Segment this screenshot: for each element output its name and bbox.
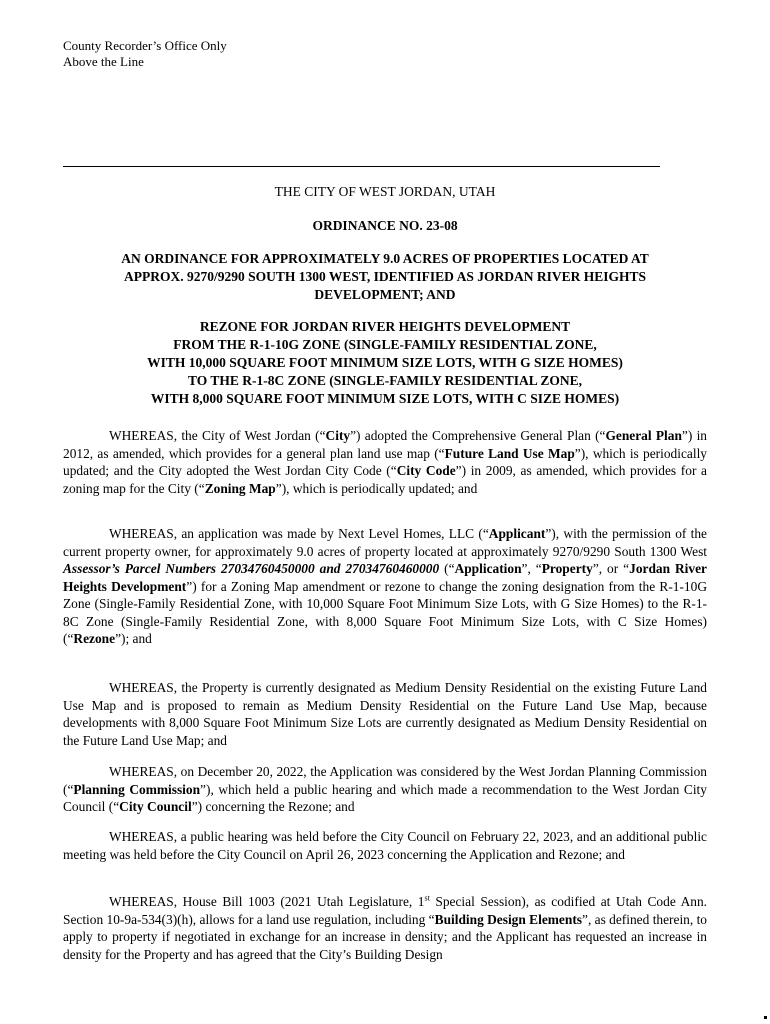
city-heading: THE CITY OF WEST JORDAN, UTAH (274, 184, 496, 199)
rezone-line-2: FROM THE R-1-10G ZONE (SINGLE-FAMILY RESIDENTIAL ZONE, (173, 337, 597, 352)
whereas-paragraph-1: WHEREAS, the City of West Jordan (“City”) adopted the Comprehensive General Plan (“General Plan”) in 2012, as amended, which provides for a general plan land use map (“Future Land Use Map”), which is periodically updated; and the City adopted the West Jordan City Code (“City Code”) in 2009, as amended, which provides for a zoning map for the City (“Zoning Map”), which is periodically updated; and (63, 428, 707, 496)
corner-mark (764, 1016, 767, 1019)
title-line-3: DEVELOPMENT; AND (314, 287, 456, 302)
title-line-1: AN ORDINANCE FOR APPROXIMATELY 9.0 ACRES OF PROPERTIES LOCATED AT (121, 251, 649, 266)
rezone-title (63, 318, 707, 408)
recorder-line-2: Above the Line (63, 54, 144, 69)
divider-line (63, 166, 660, 167)
ordinance-number: ORDINANCE NO. 23-08 (312, 218, 458, 233)
recorder-line-1: County Recorder’s Office Only (63, 38, 227, 53)
whereas-paragraph-4: WHEREAS, on December 20, 2022, the Application was considered by the West Jordan Planning Commission (“Planning Commission”), which held a public hearing and which made a recommendation to the West Jordan City Council (“City Council”) concerning the Rezone; and (63, 764, 707, 814)
rezone-line-1: REZONE FOR JORDAN RIVER HEIGHTS DEVELOPMENT (199, 319, 571, 334)
ordinance-title (63, 250, 707, 304)
whereas-paragraph-3: WHEREAS, the Property is currently designated as Medium Density Residential on the existing Future Land Use Map and is proposed to remain as Medium Density Residential on the Future Land Use Map, because developments with 8,000 Square Foot Minimum Size Lots are currently designated as Medium Density Residential on the Future Land Use Map; and (63, 680, 707, 748)
rezone-line-5: WITH 8,000 SQUARE FOOT MINIMUM SIZE LOTS, WITH C SIZE HOMES) (150, 391, 620, 406)
whereas-paragraph-2: WHEREAS, an application was made by Next Level Homes, LLC (“Applicant”), with the permission of the current property owner, for approximately 9.0 acres of property located at approximately 9270/9290 South 1300 West Assessor’s Parcel Numbers 27034760450000 and 27034760460000 (“Application”, “Property”, or “Jordan River Heights Development”) for a Zoning Map amendment or rezone to change the zoning designation from the R-1-10G Zone (Single-Family Residential Zone, with 10,000 Square Foot Minimum Size Lots, with G Size Homes) to the R-1-8C Zone (Single-Family Residential Zone, with 8,000 Square Foot Minimum Size Lots, with C Size Homes) (“Rezone”); and (63, 526, 708, 646)
rezone-line-3: WITH 10,000 SQUARE FOOT MINIMUM SIZE LOTS, WITH G SIZE HOMES) (147, 355, 623, 370)
rezone-line-4: TO THE R-1-8C ZONE (SINGLE-FAMILY RESIDENTIAL ZONE, (188, 373, 582, 388)
title-line-2: APPROX. 9270/9290 SOUTH 1300 WEST, IDENTIFIED AS JORDAN RIVER HEIGHTS (124, 269, 646, 284)
whereas-paragraph-5: WHEREAS, a public hearing was held before the City Council on February 22, 2023, and an additional public meeting was held before the City Council on April 26, 2023 concerning the Application and Rezone; and (63, 829, 707, 862)
recorder-note (63, 38, 227, 70)
whereas-paragraph-6: WHEREAS, House Bill 1003 (2021 Utah Legislature, 1st Special Session), as codified at Utah Code Ann. Section 10-9a-534(3)(h), allows for a land use regulation, including “Building Design Elements”, as defined therein, to apply to property if negotiated in exchange for an increase in density; and the Applicant has requested an increase in density for the Property and has agreed that the City’s Building Design (63, 893, 707, 962)
